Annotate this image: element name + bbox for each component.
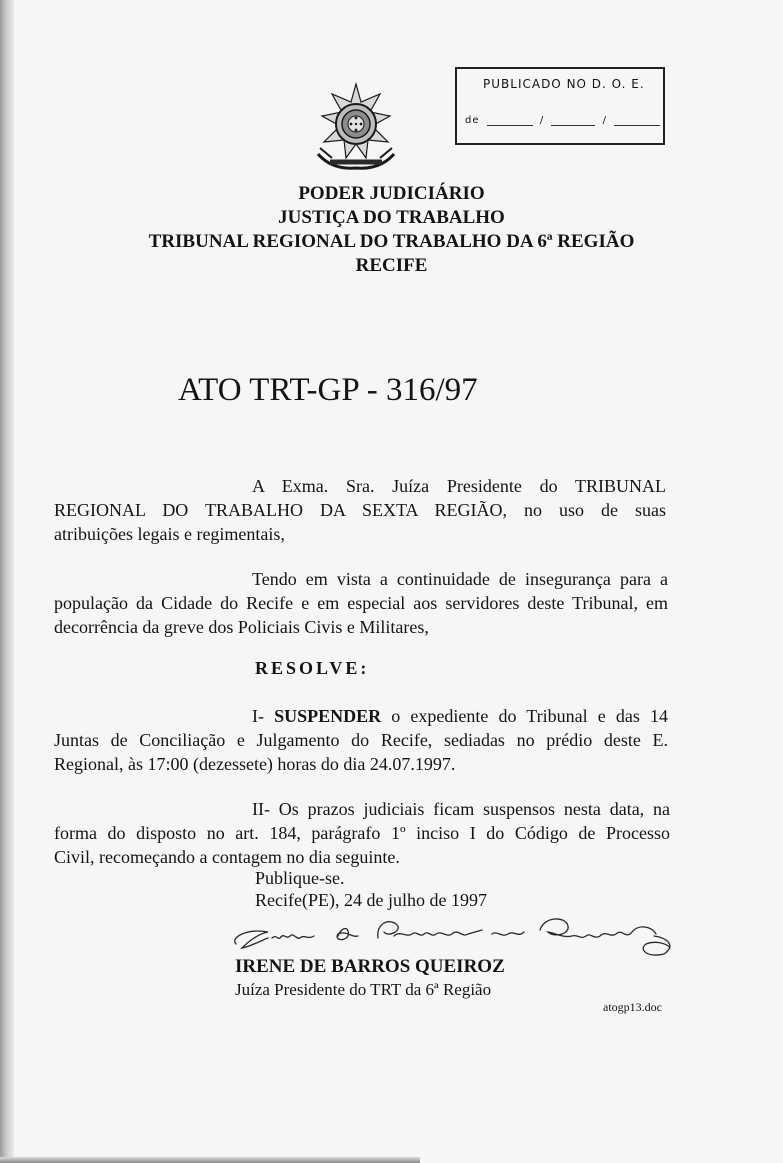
header-line-labor-justice: JUSTIÇA DO TRABALHO [278, 207, 505, 228]
signer-name: IRENE DE BARROS QUEIROZ [235, 956, 505, 977]
header-line-regional-court: TRIBUNAL REGIONAL DO TRABALHO DA 6ª REGIÃO [148, 231, 635, 252]
stamp-separator-1: / [539, 115, 545, 126]
considering-line-3: decorrência da greve dos Policiais Civis e Militares, [54, 617, 429, 637]
item-1-prefix: I- [252, 706, 275, 726]
signer-role: Juíza Presidente do TRT da 6ª Região [235, 980, 492, 999]
stamp-date-line [465, 115, 663, 126]
item-2-line-1: II- Os prazos judiciais ficam suspensos nesta data, na [252, 799, 670, 819]
coat-of-arms-icon [310, 82, 402, 174]
item-1-line-1-rest: o expediente do Tribunal e das 14 [381, 706, 668, 726]
item-2-line-3: Civil, recomeçando a contagem no dia seguinte. [54, 847, 400, 867]
stamp-month-blank [551, 115, 595, 126]
stamp-separator-2: / [602, 115, 607, 126]
resolve-heading: RESOLVE: [255, 658, 370, 678]
intro-line-2: REGIONAL DO TRABALHO DA SEXTA REGIÃO, no uso de suas [54, 500, 666, 520]
stamp-date-prefix: de [465, 115, 480, 126]
scan-bottom-edge [0, 1157, 420, 1163]
item-2-line-2: forma do disposto no art. 184, parágrafo 1º inciso I do Código de Processo [54, 823, 670, 843]
item-1-line-2: Juntas de Conciliação e Julgamento do Recife, sediadas no prédio deste E. [54, 730, 668, 750]
stamp-title: PUBLICADO NO D. O. E. [483, 77, 645, 91]
header-line-city: RECIFE [355, 255, 428, 276]
act-title: ATO TRT-GP - 316/97 [178, 372, 478, 408]
intro-line-1: A Exma. Sra. Juíza Presidente do TRIBUNAL [252, 476, 666, 496]
intro-line-3: atribuições legais e regimentais, [54, 524, 285, 544]
header-line-judiciary: PODER JUDICIÁRIO [298, 183, 485, 204]
publication-stamp [455, 67, 665, 145]
considering-line-1: Tendo em vista a continuidade de insegurança para a [252, 569, 668, 589]
item-1-line-1 [252, 704, 668, 728]
stamp-day-blank [487, 115, 533, 126]
scan-left-edge [0, 0, 14, 1163]
document-filename: atogp13.doc [603, 1000, 662, 1014]
item-1-line-3: Regional, às 17:00 (dezessete) horas do dia 24.07.1997. [54, 754, 456, 774]
publish-notice: Publique-se. [255, 868, 345, 888]
stamp-year-blank [614, 115, 660, 126]
considering-line-2: população da Cidade do Recife e em especial aos servidores deste Tribunal, em [54, 593, 668, 613]
place-and-date: Recife(PE), 24 de julho de 1997 [255, 890, 487, 910]
item-1-verb: SUSPENDER [274, 706, 382, 726]
